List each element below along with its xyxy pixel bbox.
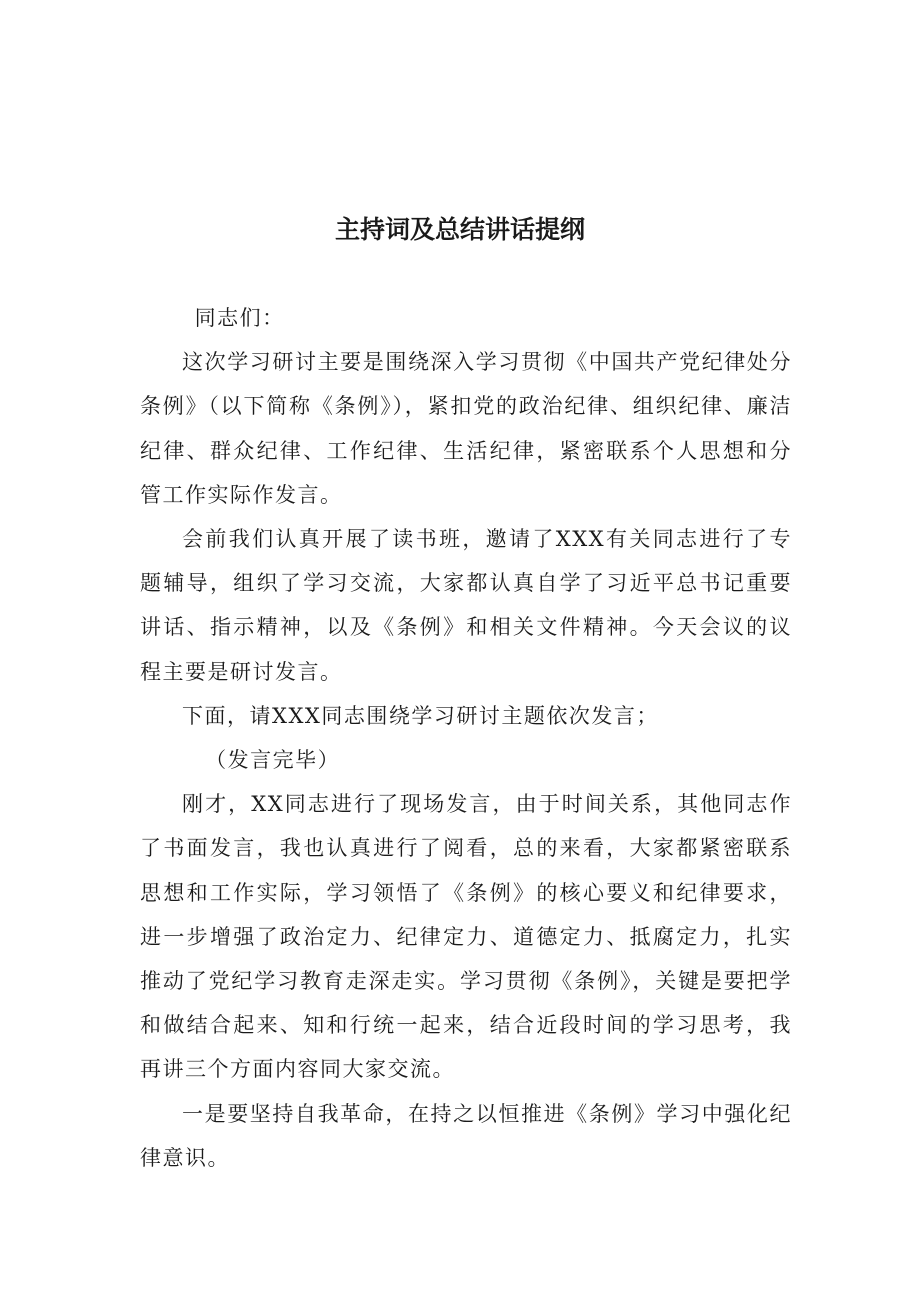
document-body [140, 296, 792, 1180]
paragraph-greeting: 同志们： [194, 306, 285, 330]
document-title: 主持词及总结讲话提纲 [334, 215, 585, 244]
paragraph-invite-speakers: 下面，请XXX同志围绕学习研讨主题依次发言； [182, 703, 659, 728]
paragraph-point-one: 一是要坚持自我革命，在持之以恒推进《条例》学习中强化纪律意识。 [140, 1101, 792, 1170]
paragraph-summary: 刚才，XX同志进行了现场发言，由于时间关系，其他同志作了书面发言，我也认真进行了阅看，总的来看，大家都紧密联系思想和工作实际，学习领悟了《条例》的核心要义和纪律要求，进一步增强了政治定力、纪律定力、道德定力、抵腐定力，扎实推动了党纪学习教育走深走实。学习贯彻《条例》，关键是要把学和做结合起来、知和行统一起来，结合近段时间的学习思考，我再讲三个方面内容同大家交流。 [140, 792, 792, 1082]
paragraph-speech-finished: （发言完毕） [205, 748, 341, 773]
paragraph-study-topic: 这次学习研讨主要是围绕深入学习贯彻《中国共产党纪律处分条例》（以下简称《条例》），紧扣党的政治纪律、组织纪律、廉洁纪律、群众纪律、工作纪律、生活纪律，紧密联系个人思想和分管工作实际作发言。 [140, 350, 792, 507]
paragraph-preparation: 会前我们认真开展了读书班，邀请了XXX有关同志进行了专题辅导，组织了学习交流，大家都认真自学了习近平总书记重要讲话、指示精神，以及《条例》和相关文件精神。今天会议的议程主要是研讨发言。 [140, 527, 792, 684]
